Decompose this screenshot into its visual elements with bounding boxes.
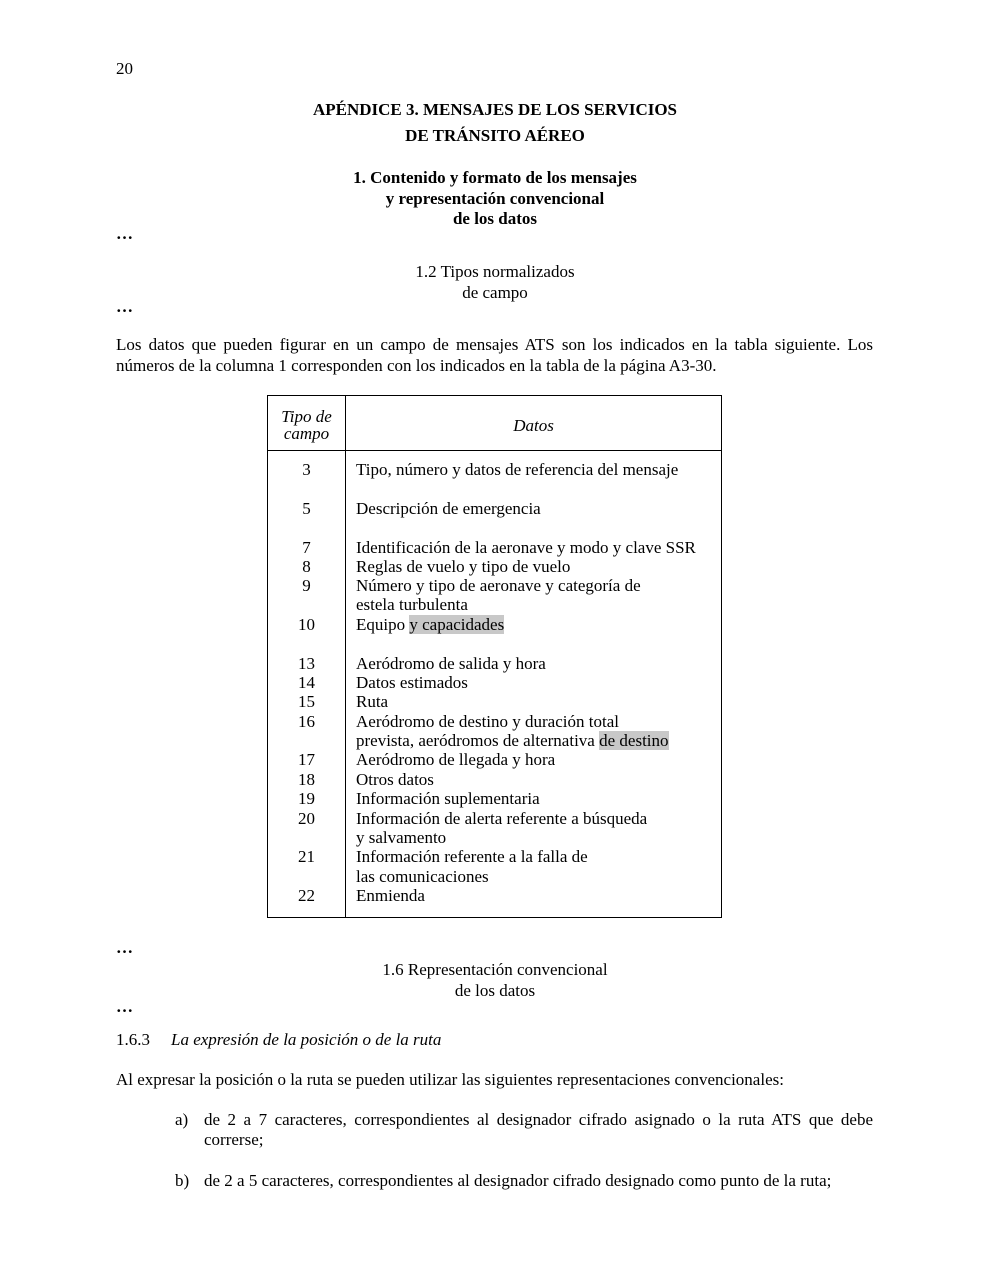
page-number: 20 bbox=[116, 59, 133, 78]
table-row-text bbox=[356, 828, 446, 847]
table-row-number: 15 bbox=[298, 692, 315, 711]
table-row-number: 17 bbox=[298, 750, 315, 769]
appendix-title: APÉNDICE 3. MENSAJES DE LOS SERVICIOS bbox=[312, 100, 678, 119]
table-row-number: 3 bbox=[302, 460, 311, 479]
table-row-text bbox=[356, 557, 570, 576]
table-row-text-main: Identificación de la aeronave y modo y clave SSR bbox=[356, 538, 696, 557]
list-item-a-label: a) bbox=[175, 1110, 189, 1129]
list-item-b-text: de 2 a 5 caracteres, correspondientes al designador cifrado designado como punto de la ruta; bbox=[204, 1171, 832, 1190]
table-row-text bbox=[356, 770, 434, 789]
section-1-heading-line2: y representación convencional bbox=[385, 189, 605, 208]
table-row-text-main: las comunicaciones bbox=[356, 867, 489, 886]
table-row-text bbox=[356, 789, 540, 808]
table-row-number: 20 bbox=[298, 809, 315, 828]
table-row-highlighted-text: y capacidades bbox=[409, 615, 505, 634]
table-row-text-main: Enmienda bbox=[356, 886, 425, 905]
table-row-text-main: Tipo, número y datos de referencia del mensaje bbox=[356, 460, 679, 479]
table-row-number: 5 bbox=[302, 499, 311, 518]
table-row-text-main: Número y tipo de aeronave y categoría de bbox=[356, 576, 641, 595]
table-row-text bbox=[356, 809, 647, 828]
table-row-number: 13 bbox=[298, 654, 315, 673]
table-row-text bbox=[356, 673, 468, 692]
table-header-field-type: Tipo de campo bbox=[281, 407, 332, 443]
table-row-text-main: Ruta bbox=[356, 692, 389, 711]
table-row-text-main: Otros datos bbox=[356, 770, 434, 789]
intro-paragraph: Los datos que pueden figurar en un campo de mensajes ATS son los indicados en la tabla siguiente. Los números de la columna 1 corresponden con los indicados en la tabla de la página A3-30. bbox=[116, 335, 873, 375]
table-row-text bbox=[356, 576, 641, 595]
field-types-table bbox=[267, 395, 722, 918]
table-row-text-main: prevista, aeródromos de alternativa bbox=[356, 731, 600, 750]
list-item-a-text: de 2 a 7 caracteres, correspondientes al designador cifrado asignado o la ruta ATS que debe correrse; bbox=[204, 1110, 873, 1149]
table-column-divider bbox=[345, 396, 346, 917]
section-1-2-heading-line2: de campo bbox=[462, 283, 528, 302]
table-row-text bbox=[356, 712, 619, 731]
table-row-highlighted-text: de destino bbox=[599, 731, 669, 750]
table-row-text-main: Equipo bbox=[356, 615, 410, 634]
section-1-6-heading: 1.6 Representación convencional bbox=[382, 960, 608, 979]
table-row-number: 8 bbox=[302, 557, 311, 576]
table-row-text bbox=[356, 867, 489, 886]
table-row-text-main: Información de alerta referente a búsqueda bbox=[356, 809, 648, 828]
table-row-text bbox=[356, 615, 504, 634]
table-row-text-main: Aeródromo de salida y hora bbox=[356, 654, 546, 673]
conventions-intro: Al expresar la posición o la ruta se pueden utilizar las siguientes representaciones convencionales: bbox=[116, 1070, 784, 1089]
table-row-number: 19 bbox=[298, 789, 315, 808]
table-row-text-main: y salvamento bbox=[356, 828, 447, 847]
table-row-text-main: Descripción de emergencia bbox=[356, 499, 541, 518]
section-1-2-heading: 1.2 Tipos normalizados bbox=[415, 262, 575, 281]
section-1-heading: 1. Contenido y formato de los mensajes bbox=[353, 168, 637, 187]
table-row-number: 14 bbox=[298, 673, 315, 692]
table-row-text-main: Aeródromo de llegada y hora bbox=[356, 750, 556, 769]
table-row-text-main: Información referente a la falla de bbox=[356, 847, 588, 866]
table-row-text-main: Información suplementaria bbox=[356, 789, 540, 808]
table-row-number: 18 bbox=[298, 770, 315, 789]
table-row-text bbox=[356, 499, 541, 518]
section-1-heading-line3: de los datos bbox=[452, 209, 538, 228]
section-1-6-3-title: La expresión de la posición o de la ruta bbox=[171, 1030, 442, 1049]
table-header-data: Datos bbox=[513, 416, 554, 435]
table-row-text-main: estela turbulenta bbox=[356, 595, 468, 614]
ellipsis-2: … bbox=[116, 297, 135, 316]
table-row-number: 10 bbox=[298, 615, 315, 634]
ellipsis-4: … bbox=[116, 997, 135, 1016]
table-row-text bbox=[356, 654, 546, 673]
table-row-text bbox=[356, 886, 425, 905]
table-row-text bbox=[356, 460, 678, 479]
list-item-b-label: b) bbox=[175, 1171, 190, 1190]
table-row-text bbox=[356, 731, 669, 750]
table-row-text-main: Reglas de vuelo y tipo de vuelo bbox=[356, 557, 571, 576]
table-row-text-main: Datos estimados bbox=[356, 673, 468, 692]
table-row-text bbox=[356, 538, 696, 557]
table-row-text-main: Aeródromo de destino y duración total bbox=[356, 712, 619, 731]
table-row-text bbox=[356, 595, 468, 614]
section-1-6-3-number: 1.6.3 bbox=[116, 1030, 150, 1049]
table-row-text bbox=[356, 692, 388, 711]
table-row-number: 9 bbox=[302, 576, 311, 595]
ellipsis-3: … bbox=[116, 938, 135, 957]
table-row-number: 22 bbox=[298, 886, 315, 905]
table-row-number: 21 bbox=[298, 847, 315, 866]
table-row-text bbox=[356, 847, 588, 866]
appendix-title-line2: DE TRÁNSITO AÉREO bbox=[405, 126, 585, 145]
table-row-number: 7 bbox=[302, 538, 311, 557]
table-row-text bbox=[356, 750, 555, 769]
section-1-6-heading-line2: de los datos bbox=[454, 981, 536, 1000]
table-row-number: 16 bbox=[298, 712, 315, 731]
table-header-divider bbox=[268, 450, 721, 451]
ellipsis-1: … bbox=[116, 224, 135, 243]
